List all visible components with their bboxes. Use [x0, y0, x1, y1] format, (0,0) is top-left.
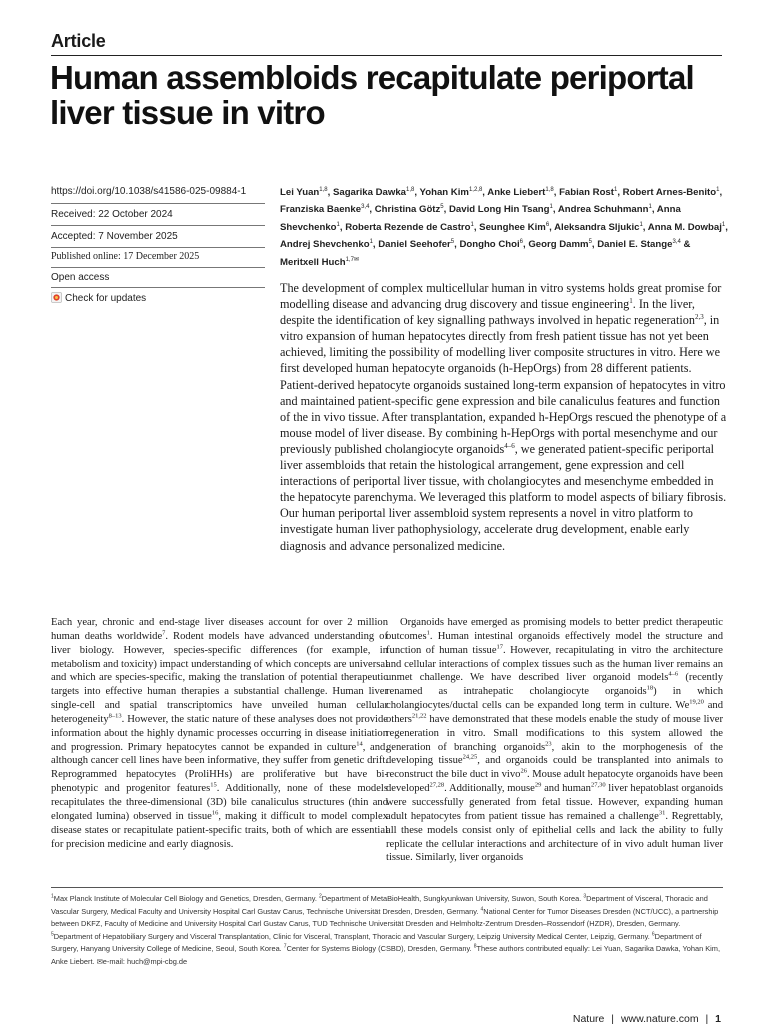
footer-separator: | [705, 1013, 709, 1025]
open-access-label: Open access [51, 272, 110, 283]
article-title: Human assembloids recapitulate periportal liver tissue in vitro [50, 59, 694, 131]
abstract: The development of complex multicellular human in vitro systems holds great promise for modelling disease and advancing drug discovery and tissue engineering$^1$. In the liver, despite the identification of key signalling pathways involved in hepatic regeneration$^{2,3}$, in vitro expansion of human hepatocytes directly from fresh patient tissue has not yet been achieved, limiting the possibility of modelling liver composite structures in vitro. Here we first developed human hepatocyte organoids (h-HepOrgs) from 28 different patients. Patient-derived hepatocyte organoids sustained long-term expansion of hepatocytes in vitro and maintained patient-specific gene expression and bile canaliculus features and function of the in vivo tissue. After transplantation, expanded h-HepOrgs rescued the phenotype of a mouse model of liver disease. By combining h-HepOrgs with portal mesenchyme and our previously published cholangiocyte organoids$^{4-6}$, we generated patient-specific periportal liver assembloids that retain the histological arrangement, gene expression and cell interactions of periportal liver tissue, with cholangiocytes and mesenchyme embedded in the hepatocyte parenchyma. We leveraged this platform to model aspects of biliary fibrosis. Our human periportal liver assembloid system represents a novel in vitro platform to investigate human liver pathophysiology, accelerate drug development, enable early diagnosis and advance personalized medicine. [280, 281, 727, 553]
affiliations-footnote: $^1$Max Planck Institute of Molecular Cell Biology and Genetics, Dresden, Germany. $^2$Department of MetaBioHealth, Sungkyunkwan University, Suwon, South Korea. $^3$Department of Visceral, Thoracic and Vascular Surgery, Medical Faculty and University Hospital Carl Gustav Carus, Technische Universität Dresden, Dresden, Germany. $^4$National Center for Tumor Diseases Dresden (NCT/UCC), a partnership between DKFZ, Faculty of Medicine and University Hospital Carl Gustav Carus, TUD Technische Universität Dresden and Helmholtz-Zentrum Dresden–Rossendorf (HZDR), Dresden, Germany. $^5$Department of Hepatobiliary Surgery and Visceral Transplantation, Clinic for Visceral, Transplant, Thoracic and Vascular Surgery, Leipzig University Medical Center, Leipzig, Germany. $^6$Department of Surgery, Hanyang University College of Medicine, Seoul, South Korea. $^7$Center for Systems Biology (CSBD), Dresden, Germany. $^8$These authors contributed equally: Lei Yuan, Sagarika Dawka, Yohan Kim, Anke Liebert. ✉e-mail: huch@mpi-cbg.de [51, 893, 721, 966]
meta-divider [51, 267, 265, 268]
footer-separator: | [611, 1013, 615, 1025]
body-paragraph: Organoids have emerged as promising models to better predict therapeutic outcomes$^1$. Human intestinal organoids effectively model the structure and function of human tissue$^{17}$. However, recapitulating in vitro the architecture and cellular interactions of complex tissues such as the human liver remains an unmet challenge. We have described liver organoid models$^{4-6}$ (recently renamed as intrahepatic cholangiocyte organoids$^{18}$) in which cholangiocytes/ductal cells can be expanded long term in culture. We$^{19,20}$ and others$^{21,22}$ have demonstrated that these models enable the study of mouse liver regeneration in vitro. Small modifications to this system allowed the generation of branching organoids$^{23}$, akin to the morphogenesis of the developing tissue$^{24,25}$, and organoids could be transplanted into animals to reconstruct the bile duct in vivo$^{26}$. Mouse adult hepatocyte organoids have been developed$^{27,28}$. Additionally, mouse$^{29}$ and human$^{27,30}$ liver hepatoblast organoids were successfully generated from fetal tissue. However, expanding human adult hepatocytes from patient tissue has remained a challenge$^{31}$. Regrettably, all these models consist only of epithelial cells and lack the ability to fully replicate the cellular interactions and architecture of in vivo adult human liver tissue. Similarly, liver organoids [386, 617, 724, 864]
published-date: Published online: 17 December 2025 [51, 251, 200, 262]
check-updates-icon [51, 292, 62, 303]
journal-website-link[interactable]: www.nature.com [620, 1013, 699, 1025]
check-updates-label: Check for updates [65, 293, 147, 304]
section-label: Article [51, 31, 106, 51]
top-rule [51, 55, 722, 56]
page-footer [573, 1013, 721, 1025]
page-number: 1 [715, 1013, 721, 1025]
received-date: Received: 22 October 2024 [51, 209, 173, 220]
doi-link[interactable]: https://doi.org/10.1038/s41586-025-09884-1 [51, 186, 247, 197]
body-column-right [386, 616, 723, 865]
author-list: Lei Yuan$^{1,8}$, Sagarika Dawka$^{1,8}$, Yohan Kim$^{1,2,8}$, Anke Liebert$^{1,8}$, Fabian Rost$^1$, Robert Arnes-Benito$^1$, Franziska Baenke$^{3,4}$, Christina Götz$^5$, David Long Hin Tsang$^1$, Andrea Schuhmann$^1$, Anna Shevchenko$^1$, Roberta Rezende de Castro$^1$, Seunghee Kim$^6$, Aleksandra Sljukic$^1$, Anna M. Dowbaj$^1$, Andrej Shevchenko$^1$, Daniel Seehofer$^5$, Dongho Choi$^6$, Georg Damm$^5$, Daniel E. Stange$^{3,4}$ & Meritxell Huch$^{1,7✉}$ [280, 187, 728, 269]
check-updates-link[interactable] [51, 292, 265, 304]
body-column-left [51, 616, 388, 851]
meta-divider [51, 203, 265, 204]
journal-name: Nature [572, 1013, 605, 1025]
footnote-rule [51, 887, 723, 888]
meta-divider [51, 287, 265, 288]
accepted-date: Accepted: 7 November 2025 [51, 231, 178, 242]
meta-divider [51, 225, 265, 226]
meta-divider [51, 247, 265, 248]
body-paragraph: Each year, chronic and end-stage liver diseases account for over 2 million human deaths worldwide$^7$. Rodent models have advanced understanding of liver biology. However, species-specific differences (for example, in metabolism and toxicity) impact understanding of which concepts are universal and which are species-specific, making the translation of potential therapeutic targets into effective human therapies a substantial challenge. Human liver single-cell and spatial transcriptomics have unveiled human cellular heterogeneity$^{8-13}$. However, the static nature of these analyses does not provide information about the highly dynamic processes occurring in disease initiation and progression. Primary hepatocytes cannot be expanded in culture$^{14}$, and, although cancer cell lines have been informative, they suffer from genetic drift. Reprogrammed hepatocytes (ProliHHs) are proliferative but have bi-phenotypic and progenitor features$^{15}$. Additionally, none of these models recapitulates the three-dimensional (3D) bile canaliculus structures (thin and elongated lumina) observed in tissue$^{16}$, making it difficult to model complex disease states or recapitulate patient-specific traits, both of which are essential for precision medicine and early diagnosis. [51, 617, 388, 850]
